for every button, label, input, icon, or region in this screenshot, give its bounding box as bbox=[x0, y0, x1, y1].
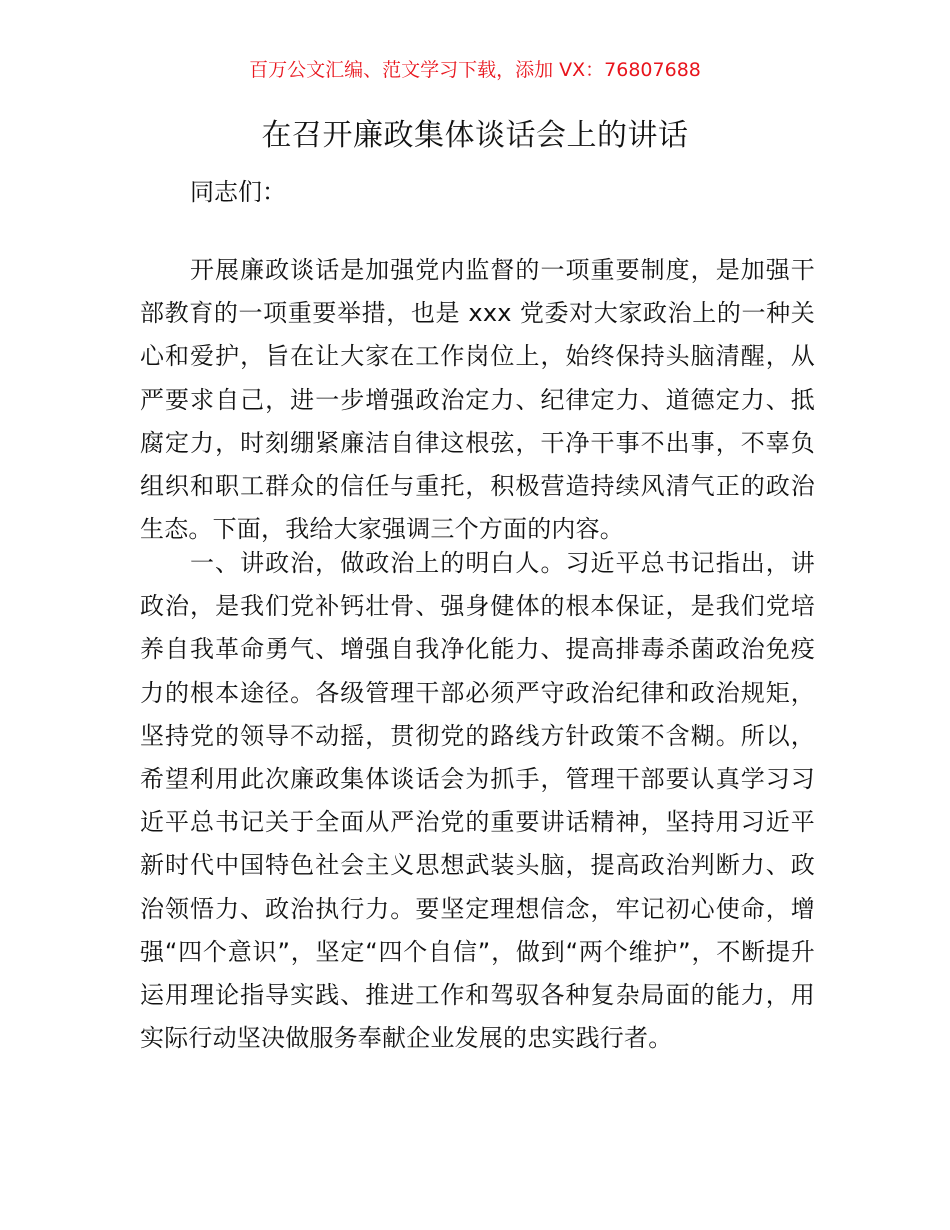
download-notice-header: 百万公文汇编、范文学习下载，添加 VX：76807688 bbox=[249, 59, 701, 81]
greeting: 同志们： bbox=[190, 178, 286, 206]
body-paragraph-intro: 开展廉政谈话是加强党内监督的一项重要制度，是加强干部教育的一项重要举措，也是 xxx 党委对大家政治上的一种关心和爱护，旨在让大家在工作岗位上，始终保持头脑清醒，从严要求自己，进一步增强政治定力、纪律定力、道德定力、抵腐定力，时刻绷紧廉洁自律这根弦，干净干事不出事，不辜负组织和职工群众的信任与重托，积极营造持续风清气正的政治生态。下面，我给大家强调三个方面的内容。 bbox=[140, 256, 815, 544]
body-paragraph-section-one: 一、讲政治，做政治上的明白人。习近平总书记指出，讲政治，是我们党补钙壮骨、强身健体的根本保证，是我们党培养自我革命勇气、增强自我净化能力、提高排毒杀菌政治免疫力的根本途径。各级管理干部必须严守政治纪律和政治规矩，坚持党的领导不动摇，贯彻党的路线方针政策不含糊。所以，希望利用此次廉政集体谈话会为抓手，管理干部要认真学习习近平总书记关于全面从严治党的重要讲话精神，坚持用习近平新时代中国特色社会主义思想武装头脑，提高政治判断力、政治领悟力、政治执行力。要坚定理想信念，牢记初心使命，增强“四个意识”，坚定“四个自信”，做到“两个维护”，不断提升运用理论指导实践、推进工作和驾驭各种复杂局面的能力，用实际行动坚决做服务奉献企业发展的忠实践行者。 bbox=[140, 549, 815, 1053]
document-title: 在召开廉政集体谈话会上的讲话 bbox=[261, 118, 689, 153]
